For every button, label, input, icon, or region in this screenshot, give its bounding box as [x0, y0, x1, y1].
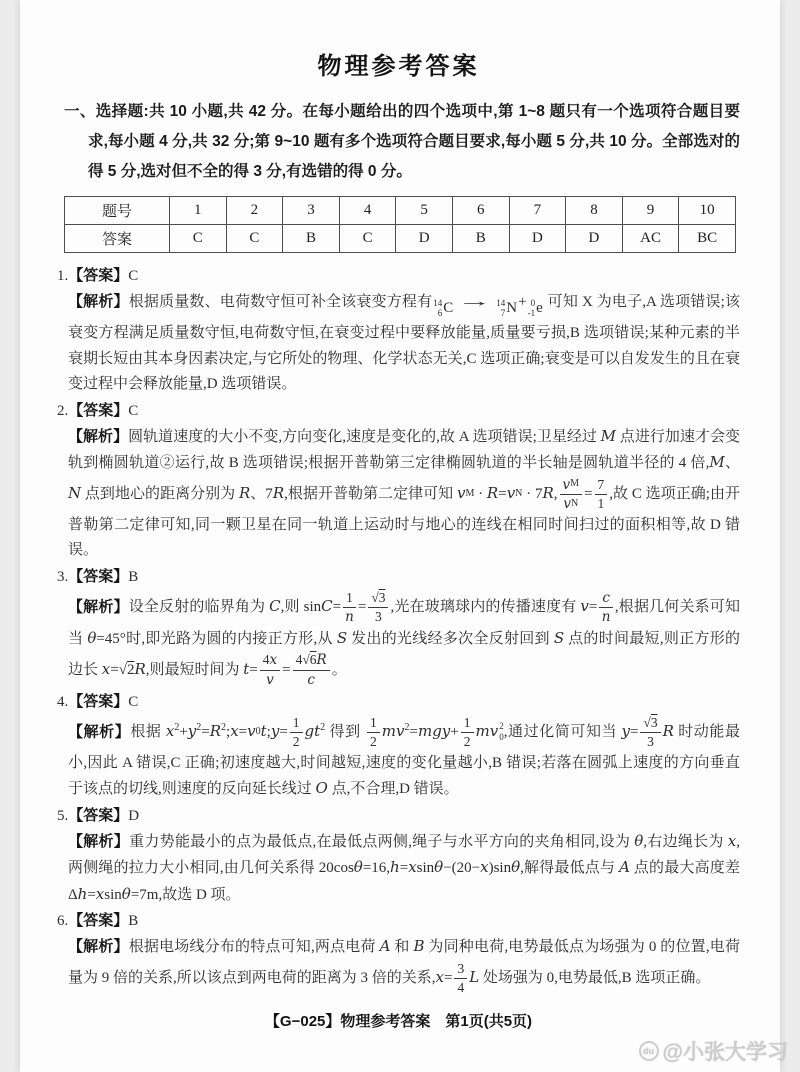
item-number: 4.: [57, 693, 69, 710]
answer-cell: D: [566, 225, 623, 253]
variable: c: [602, 589, 610, 606]
superscript: 2: [320, 722, 326, 734]
question-number-cell: 6: [452, 197, 509, 225]
explanation-label: 【解析】: [68, 293, 129, 310]
explanation-text: 重力势能最小的点为最低点,在最低点两侧,绳子与水平方向的夹角相同,设为 θ,右边绳长为 x,两侧绳的拉力大小相同,由几何关系得 20cosθ=16,h=xsinθ−(20−x)sinθ,解得最低点与 A 点的最大高度差 Δh=xsinθ=7m,故选 D 项。: [68, 831, 740, 903]
variable: y: [621, 722, 630, 741]
answer-item: [57, 689, 740, 803]
variable: θ: [353, 858, 363, 877]
answer-value: D: [128, 807, 140, 824]
variable: n: [345, 609, 354, 626]
item-number: 2.: [57, 402, 69, 419]
fraction: $\frac{7}{1}$: [595, 478, 608, 512]
variable: y: [187, 722, 197, 741]
watermark-logo-icon: du: [639, 1041, 659, 1061]
question-number-cell: 2: [226, 197, 283, 225]
table-row-label: 题号: [65, 197, 170, 225]
variable: N: [68, 484, 82, 503]
answer-label: 【答案】: [68, 806, 129, 824]
variable: h: [390, 858, 400, 877]
question-number-cell: 8: [566, 197, 623, 225]
variable-with-subscript: v M: [562, 476, 580, 493]
fraction: $\frac{4x}{v}$: [260, 653, 280, 687]
variable: R: [316, 652, 327, 669]
variable: m: [475, 722, 490, 741]
item-number: 1.: [57, 268, 69, 284]
square-root: √6: [302, 652, 317, 668]
variable: v: [396, 722, 405, 741]
watermark-text: @小张大学习: [662, 1041, 788, 1064]
variable: m: [417, 722, 433, 741]
explanation-label: 【解析】: [68, 427, 129, 445]
explanation-label: 【解析】: [68, 938, 129, 956]
superscript: 2: [404, 722, 410, 734]
variable: x: [101, 659, 111, 678]
variable: O: [315, 779, 328, 798]
variable: M: [600, 426, 617, 445]
variable: A: [619, 858, 630, 877]
document-page: [20, 0, 780, 1072]
variable: x: [95, 884, 105, 903]
variable: c: [307, 671, 315, 688]
variable: x: [408, 858, 417, 877]
answer-items: [57, 263, 740, 997]
variable: g: [304, 722, 315, 741]
item-number: 6.: [57, 913, 69, 930]
table-row-answers: [65, 225, 736, 253]
explanation-text: 圆轨道速度的大小不变,方向变化,速度是变化的,故 A 选项错误;卫星经过 M 点进行加速才会变轨到椭圆轨道②运行,故 B 选项错误;根据开普勒第三定律椭圆轨道的半长轴是圆轨道半径的 4 倍,M、N 点到地心的距离分别为 R、7R,根据开普勒第二定律可知 v M · R= v N · 7R, v M v N = $\frac{7}{1}$ ,故 C 选项正确;由开普勒第二定律可知,同一颗卫星在同一轨道上运动时与地心的连线在相同时间扫过的面积相等,故 D 错误。: [68, 426, 740, 559]
superscript: 2: [174, 722, 180, 734]
item-answer-line: [57, 564, 740, 590]
item-answer-line: [57, 398, 740, 424]
variable: R: [486, 484, 499, 503]
item-explanation: [57, 289, 740, 398]
question-number-cell: 9: [622, 197, 679, 225]
item-explanation: [57, 829, 740, 909]
fraction: $\frac{1}{n}$: [343, 591, 356, 625]
variable: t: [243, 659, 250, 678]
fraction: $\frac{√3}{3}$: [368, 591, 388, 625]
answer-value: C: [128, 693, 139, 710]
variable: h: [77, 884, 88, 903]
variable: θ: [634, 831, 644, 850]
answer-cell: AC: [622, 225, 679, 253]
item-number: 3.: [57, 568, 69, 585]
nuclide-notation: 14 7 N: [496, 298, 518, 319]
explanation-text: 根据 $x^2+y^2=R^2;x=$ v 0 t;y= $\frac{1}{2}$ $gt^2$ 得到 $\frac{1}{2}$ $mv^2=mgy+$ $\frac{1}{2}$ m v 2 0 ,通过化简可知当 y= $\frac{√3}{3}$ R 时动能最小,因此 A 错误,C 正确;初速度越大,时间越短,速度的变化量越小,B 错误;若落在圆弧上速度的方向垂直于该点的切线,则速度的反向延长线过 O 点,不合理,D 错误。: [68, 714, 740, 798]
variable: B: [413, 937, 425, 956]
variable: y: [441, 722, 451, 741]
variable: x: [269, 652, 278, 669]
answer-value: C: [128, 268, 139, 284]
variable: S: [553, 628, 565, 647]
variable: θ: [434, 858, 444, 877]
fraction: $\frac{√3}{3}$: [640, 716, 660, 750]
answer-cell: B: [452, 225, 509, 253]
question-number-cell: 10: [679, 197, 736, 225]
variable: t: [260, 722, 267, 741]
answer-value: C: [128, 402, 139, 419]
square-root: √3: [643, 714, 658, 730]
answer-cell: BC: [679, 225, 736, 253]
answer-table: [64, 196, 736, 253]
variable: S: [336, 628, 348, 647]
answer-item: [57, 263, 740, 398]
variable: θ: [121, 884, 131, 903]
answer-label: 【答案】: [68, 912, 129, 930]
variable: x: [480, 858, 489, 877]
fraction: [599, 591, 613, 625]
question-number-cell: 4: [339, 197, 396, 225]
answer-label: 【答案】: [68, 401, 129, 419]
answer-cell: C: [170, 225, 227, 253]
watermark: [639, 1036, 788, 1066]
variable: t: [314, 722, 321, 741]
variable: R: [542, 484, 554, 503]
variable-with-subscript: v N: [506, 484, 523, 503]
variable: g: [432, 722, 442, 741]
question-number-cell: 5: [396, 197, 453, 225]
explanation-label: 【解析】: [68, 832, 130, 850]
page-footer: 【G−025】物理参考答案 第1页(共5页): [264, 1012, 533, 1030]
explanation-text: 设全反射的临界角为 C,则 sinC= $\frac{1}{n}$ = $\frac{√3}{3}$ ,光在玻璃球内的传播速度有 v= $\frac{c}{n}$ ,根据几何关系可知当 θ=45°时,即光路为圆的内接正方形,从 S 发出的光线经多次全反射回到 S 点的时间最短,则正方形的边长 x=√2R,则最短时间为 t= $\frac{4x}{v}$ = $\frac{4√6R}{c}$ 。: [68, 589, 740, 688]
section-instructions: 一、选择题:共 10 小题,共 42 分。在每小题给出的四个选项中,第 1~8 题只有一个选项符合题目要求,每小题 4 分,共 32 分;第 9~10 题有多个选项符合题目要求,每小题 5 分,共 10 分。全部选对的得 5 分,选对但不全的得 3 分,有选错的得 0 分。: [64, 103, 740, 180]
variable: x: [727, 831, 737, 850]
variable: θ: [87, 628, 97, 647]
variable-with-subscript: v 0: [247, 722, 261, 741]
square-root: √3: [371, 589, 386, 605]
answer-label: 【答案】: [68, 567, 129, 585]
item-explanation: [57, 424, 740, 564]
answer-value: B: [128, 913, 139, 930]
nuclide-notation: 0 -1 e: [527, 298, 543, 319]
variable: m: [381, 722, 396, 741]
variable: x: [230, 722, 239, 741]
fraction: [560, 478, 583, 512]
answer-cell: D: [509, 225, 566, 253]
answer-cell: C: [339, 225, 396, 253]
variable: v: [266, 671, 274, 688]
answer-value: B: [128, 568, 139, 585]
variable: v: [580, 597, 589, 616]
explanation-label: 【解析】: [68, 723, 131, 741]
answer-label: 【答案】: [68, 692, 129, 710]
item-answer-line: [57, 263, 740, 289]
variable: C: [269, 597, 281, 616]
answer-item: [57, 564, 740, 689]
answer-cell: C: [226, 225, 283, 253]
fraction: $\frac{1}{2}$: [290, 716, 303, 750]
explanation-text: 根据电场线分布的特点可知,两点电荷 A 和 B 为同种电荷,电势最低点为场强为 0 的位置,电荷量为 9 倍的关系,所以该点到两电荷的距离为 3 倍的关系,x= $\frac{3}{4}$ L 处场强为 0,电势最低,B 选项正确。: [68, 937, 740, 996]
explanation-label: 【解析】: [68, 598, 129, 616]
variable: L: [469, 968, 480, 987]
variable-with-subscript: v M: [456, 484, 475, 503]
variable-sup-sub: v 2 0: [489, 721, 504, 742]
variable: n: [601, 609, 611, 626]
variable: R: [662, 722, 674, 741]
fraction: $\frac{1}{2}$: [461, 716, 474, 750]
variable: C: [321, 597, 333, 616]
variable: R: [209, 722, 222, 741]
table-row-numbers: [65, 197, 736, 225]
superscript: 2: [196, 722, 202, 734]
item-explanation: [57, 590, 740, 689]
answer-cell: B: [283, 225, 340, 253]
item-explanation: [57, 934, 740, 997]
variable: M: [709, 453, 725, 472]
right-arrow-icon: →: [457, 294, 493, 310]
variable: R: [134, 659, 146, 678]
variable: x: [435, 968, 444, 987]
variable: θ: [511, 858, 521, 877]
question-number-cell: 7: [509, 197, 566, 225]
item-answer-line: [57, 689, 740, 715]
variable: y: [270, 722, 280, 741]
fraction: $\frac{1}{2}$: [367, 716, 380, 750]
variable: R: [272, 484, 285, 503]
answer-item: [57, 908, 740, 997]
explanation-text: 根据质量数、电荷数守恒可补全该衰变方程有 14 6 C → 14 7 N + 0 -1 e 可知 X 为电子,A 选项错误;该衰变方程满足质量数守恒,电荷数守恒,在衰变过程中要释放能量,质量要亏损,B 选项错误;某种元素的半衰期长短由其本身因素决定,与它所处的物理、化学状态无关,C 选项正确;衰变是可以自发发生的且在衰变过程中会释放能量,D 选项错误。: [68, 294, 740, 392]
nuclide-notation: 14 6 C: [433, 298, 454, 319]
variable: R: [238, 484, 251, 503]
answer-item: [57, 803, 740, 909]
item-number: 5.: [57, 807, 69, 824]
fraction: $\frac{4√6R}{c}$: [293, 653, 330, 687]
item-explanation: [57, 715, 740, 803]
superscript: 2: [221, 722, 227, 734]
answer-item: [57, 398, 740, 564]
answer-cell: D: [396, 225, 453, 253]
item-answer-line: [57, 803, 740, 829]
variable-with-subscript: v N: [563, 496, 579, 513]
page-title: 物理参考答案: [317, 53, 480, 80]
variable: x: [165, 722, 175, 741]
question-number-cell: 1: [170, 197, 227, 225]
variable: A: [379, 937, 391, 956]
table-row-label: 答案: [65, 225, 170, 253]
item-answer-line: [57, 908, 740, 934]
question-number-cell: 3: [283, 197, 340, 225]
square-root: √2: [118, 661, 135, 678]
fraction: $\frac{3}{4}$: [454, 962, 467, 996]
answer-label: 【答案】: [68, 267, 129, 284]
